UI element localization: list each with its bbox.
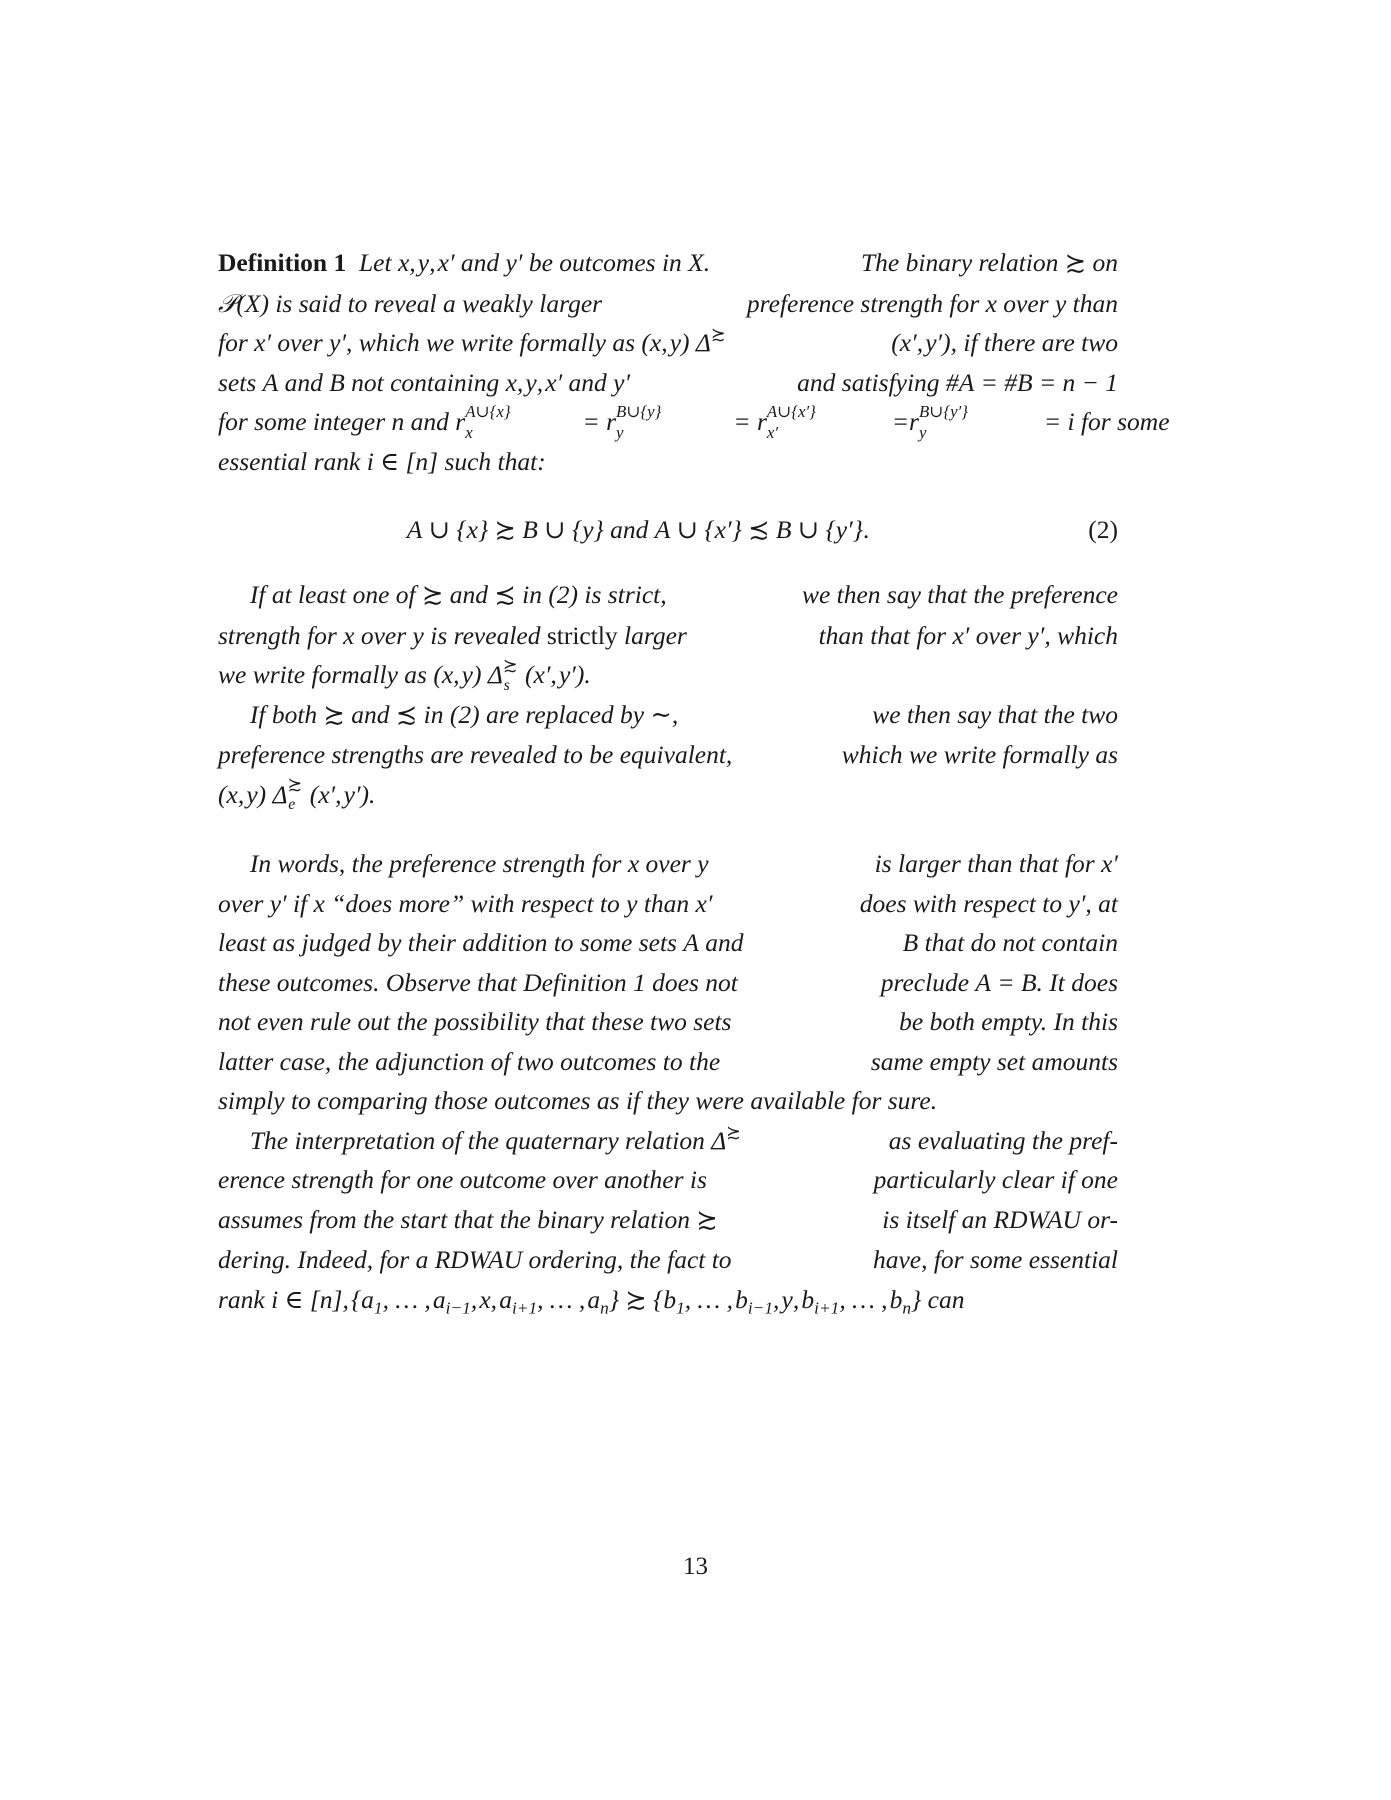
- body1-line-4: these outcomes. Observe that Definition 1 does not preclude A = B. It does: [218, 967, 1118, 997]
- equation-number: (2): [1088, 515, 1118, 544]
- body-paragraph-1: [218, 844, 1118, 1121]
- body2-line-2: erence strength for one outcome over another is particularly clear if one: [218, 1165, 1118, 1194]
- body2-line-1: The interpretation of the quaternary relation Δ≿ as evaluating the pref-: [218, 1122, 1118, 1155]
- emphasis-strictly: strictly: [546, 620, 618, 650]
- definition-block: [218, 243, 1170, 481]
- page-number: 13: [683, 1553, 708, 1580]
- strict-line-1: If at least one of ≿ and ≾ in (2) is strict, we then say that the preference: [218, 580, 1118, 610]
- body1-line-2: over y′ if x “does more” with respect to y than x′ does with respect to y′, at: [218, 888, 1118, 918]
- quoted-phrase: “does more”: [331, 888, 465, 918]
- body2-line-3: assumes from the start that the binary relation ≿ is itself an RDWAU or-: [218, 1204, 1118, 1235]
- body1-line-3: least as judged by their addition to some sets A and B that do not contain: [218, 928, 1118, 957]
- equivalent-line-3: (x, y) Δ ≿ e (x′, y′).: [218, 775, 376, 814]
- display-equation: A ∪ {x} ≿ B ∪ {y} and A ∪ {x′} ≾ B ∪ {y′}.: [406, 515, 870, 545]
- body2-line-4: dering. Indeed, for a RDWAU ordering, the fact to have, for some essential: [218, 1245, 1118, 1274]
- strict-paragraph: [218, 575, 1118, 695]
- display-equation-row: [218, 515, 1118, 545]
- equivalent-line-1: If both ≿ and ≾ in (2) are replaced by ∼, we then say that the two: [218, 699, 1118, 730]
- body1-line-1: In words, the preference strength for x over y is larger than that for x′: [218, 849, 1118, 878]
- body-paragraph-2: [218, 1121, 1118, 1321]
- body2-line-5: rank i ∈ [n], {$a_1$, … , $a_{i-1}$, x, $a_{i+1}$, … , $a_n$} ≿ {$b_1$, … , $b_{i-1}$, y, $b_{i+1}$, … , $b_n$} can: [218, 1284, 965, 1318]
- definition-line-3: for x′ over y′, which we write formally as (x, y) Δ≿ (x′, y′), if there are two: [218, 325, 1118, 357]
- definition-line-4: sets A and B not containing x, y, x′ and y′ and satisfying #A = #B = n − 1: [218, 367, 1118, 397]
- equivalent-line-2: preference strengths are revealed to be equivalent, which we write formally as: [218, 740, 1118, 769]
- definition-line-5: for some integer n and r A∪{x} x = r B∪{y} y = r A∪{x′} x′ = r B∪{y′} y = i for some: [218, 402, 1170, 442]
- body1-line-6: latter case, the adjunction of two outcomes to the same empty set amounts: [218, 1046, 1118, 1076]
- equivalent-paragraph: [218, 695, 1118, 815]
- definition-line-2: 𝒫(X) is said to reveal a weakly larger preference strength for x over y than: [218, 288, 1118, 318]
- body1-line-5: not even rule out the possibility that these two sets be both empty. In this: [218, 1007, 1118, 1036]
- acronym-rdwau: RDWAU: [993, 1204, 1081, 1234]
- body1-line-7: simply to comparing those outcomes as if they were available for sure.: [218, 1086, 938, 1115]
- strict-line-2: strength for x over y is revealed strictly larger than that for x′ over y′, which: [218, 620, 1118, 650]
- definition-line-1: Definition 1 Let x, y, x′ and y′ be outcomes in X. The binary relation ≿ on: [218, 248, 1118, 278]
- definition-label: Definition 1: [218, 248, 347, 277]
- strict-line-3: we write formally as (x, y) Δ ≿ s (x′, y′).: [218, 655, 591, 694]
- page-content: [218, 243, 1170, 1320]
- definition-line-6: essential rank i ∈ [n] such that:: [218, 446, 546, 476]
